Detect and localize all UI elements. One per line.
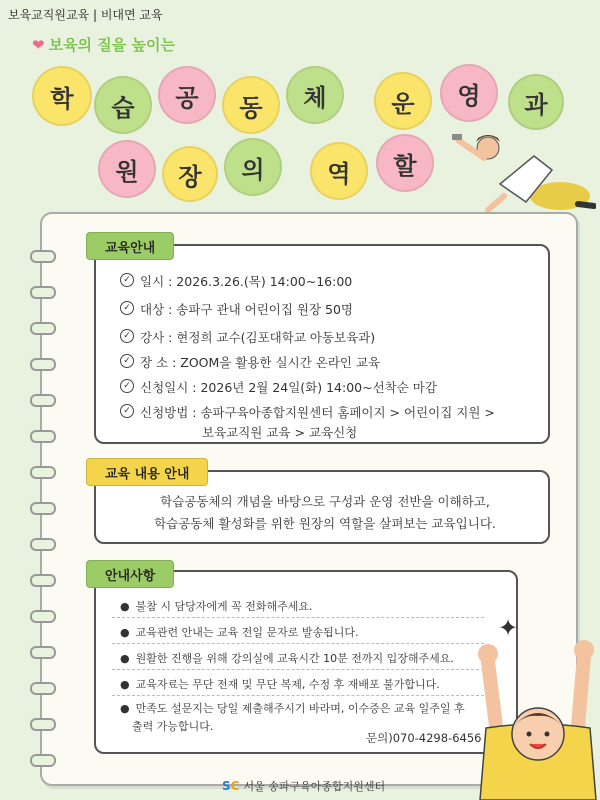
spiral-ring: [30, 394, 56, 407]
spiral-ring: [30, 646, 56, 659]
heart-icon: ❤: [32, 36, 45, 54]
title-bubble: 영: [440, 64, 498, 122]
subtitle-text: 보육의 질을 높이는: [48, 36, 175, 54]
title-bubble: 역: [310, 142, 368, 200]
title-bubble: 공: [158, 66, 216, 124]
info-row-apply-date: ✓ 신청일시 : 2026년 2월 24일(화) 14:00~선착순 마감: [120, 378, 437, 396]
check-icon: ✓: [120, 404, 134, 418]
info-row-apply-method-cont: 보육교직원 교육 > 교육신청: [202, 425, 358, 440]
notice-item-cont: 출력 가능합니다.: [132, 720, 214, 733]
spiral-ring: [30, 286, 56, 299]
info-row-venue: ✓ 장 소 : ZOOM을 활용한 실시간 온라인 교육: [120, 353, 380, 371]
edu-content-line1: 학습공동체의 개념을 바탕으로 구성과 운영 전반을 이해하고,: [160, 494, 490, 509]
check-icon: ✓: [120, 273, 134, 287]
dashed-divider: [112, 643, 484, 644]
spiral-ring: [30, 682, 56, 695]
person-painting-illustration: [448, 126, 596, 218]
edu-info-tag: 교육안내: [86, 232, 174, 260]
check-icon: ✓: [120, 354, 134, 368]
info-row-lecturer: ✓ 강사 : 현정희 교수(김포대학교 아동보육과): [120, 328, 375, 346]
sparkle-icon: ✦: [498, 614, 519, 642]
org-name: 서울 송파구육아종합지원센터: [243, 780, 386, 793]
spiral-ring: [30, 358, 56, 371]
info-row-target: ✓ 대상 : 송파구 관내 어린이집 원장 50명: [120, 300, 353, 318]
title-bubble: 습: [94, 76, 152, 134]
check-icon: ✓: [120, 329, 134, 343]
check-icon: ✓: [120, 379, 134, 393]
title-bubble: 체: [286, 66, 344, 124]
cheering-person-illustration: [478, 636, 598, 800]
title-bubble: 과: [508, 74, 564, 130]
subtitle: [32, 34, 175, 55]
edu-content-line2: 학습공동체 활성화를 위한 원장의 역할을 살펴보는 교육입니다.: [154, 516, 496, 531]
contact-number: 문의)070-4298-6456: [366, 731, 482, 745]
notice-item: ● 교육자료는 무단 전재 및 무단 복제, 수정 후 재배포 불가합니다.: [120, 678, 440, 691]
spiral-ring: [30, 502, 56, 515]
notice-item: ● 불참 시 담당자에게 꼭 전화해주세요.: [120, 600, 313, 613]
title-bubble: 할: [376, 134, 434, 192]
spiral-ring: [30, 754, 56, 767]
spiral-ring: [30, 430, 56, 443]
spiral-ring: [30, 466, 56, 479]
title-bubble: 동: [222, 76, 280, 134]
info-row-date: ✓ 일시 : 2026.3.26.(목) 14:00~16:00: [120, 272, 352, 290]
notice-item: ● 만족도 설문지는 당일 제출해주시기 바라며, 이수증은 교육 일주일 후: [120, 702, 465, 715]
spiral-ring: [30, 574, 56, 587]
spiral-ring: [30, 538, 56, 551]
dashed-divider: [112, 695, 484, 696]
topline: 보육교직원교육 | 비대면 교육: [8, 8, 163, 22]
dashed-divider: [112, 617, 484, 618]
title-bubble: 원: [98, 140, 156, 198]
check-icon: ✓: [120, 301, 134, 315]
dashed-divider: [112, 669, 484, 670]
notice-tag: 안내사항: [86, 560, 174, 588]
title-bubble: 장: [162, 146, 218, 202]
spiral-ring: [30, 718, 56, 731]
title-bubble: 운: [374, 72, 432, 130]
info-row-apply-method: ✓ 신청방법 : 송파구육아종합지원센터 홈페이지 > 어린이집 지원 >: [120, 403, 495, 421]
title-bubble: 의: [224, 138, 282, 196]
spiral-ring: [30, 610, 56, 623]
spiral-ring: [30, 250, 56, 263]
notice-item: ● 원활한 진행을 위해 강의실에 교육시간 10분 전까지 입장해주세요.: [120, 652, 454, 665]
edu-content-tag: 교육 내용 안내: [86, 458, 208, 486]
spiral-ring: [30, 322, 56, 335]
footer: [222, 778, 385, 794]
notice-item: ● 교육관련 안내는 교육 전일 문자로 발송됩니다.: [120, 626, 359, 639]
org-logo: SC: [222, 779, 240, 793]
title-bubble: 학: [32, 66, 92, 126]
